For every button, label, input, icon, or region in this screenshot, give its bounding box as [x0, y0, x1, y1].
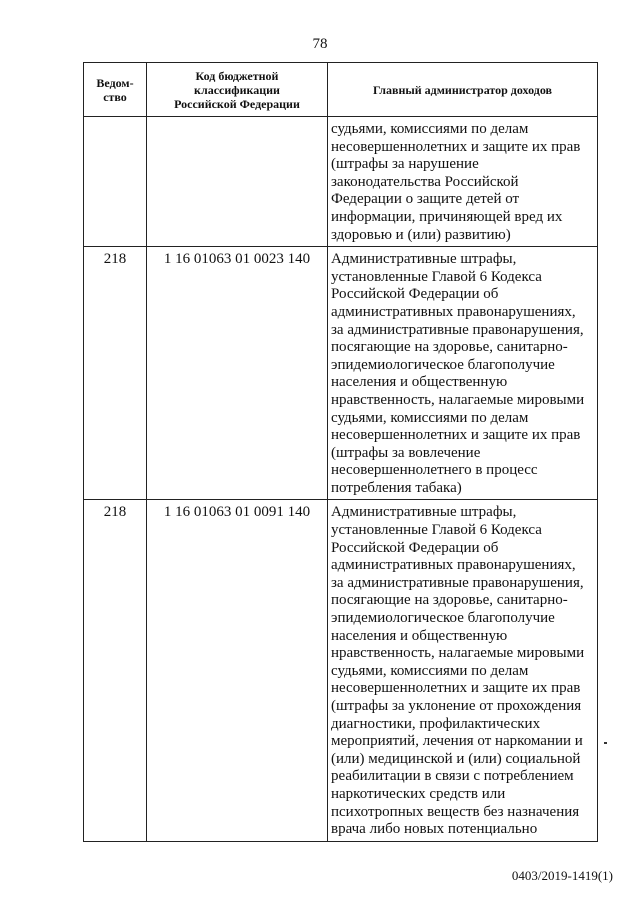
- description-line: населения и общественную: [331, 627, 508, 644]
- header-administrator: [328, 63, 598, 117]
- description-line: законодательства Российской: [331, 173, 519, 190]
- department-cell: 218: [84, 247, 147, 500]
- description-line: мероприятий, лечения от наркомании и: [331, 733, 583, 750]
- description-line: несовершеннолетних и защите их прав: [331, 138, 581, 155]
- description-line: нравственность, налагаемые мировыми: [331, 645, 585, 662]
- description-line: посягающие на здоровье, санитарно-: [331, 339, 568, 356]
- header-line: Главный администратор доходов: [372, 82, 553, 97]
- budget-code-cell: 1 16 01063 01 0023 140: [147, 247, 328, 500]
- table-row: [84, 247, 598, 500]
- description-line: несовершеннолетних и защите их прав: [331, 427, 581, 444]
- description-cell: [328, 117, 598, 247]
- description-line: установленные Главой 6 Кодекса: [331, 268, 542, 285]
- description-line: реабилитации в связи с потреблением: [331, 768, 574, 785]
- description-line: (штрафы за уклонение от прохождения: [331, 698, 582, 714]
- description-line: (штрафы за нарушение: [331, 156, 479, 173]
- header-line: классификации: [194, 82, 280, 97]
- description-line: эпидемиологическое благополучие: [331, 356, 555, 373]
- header-line: ство: [103, 89, 127, 104]
- description-line: населения и общественную: [331, 374, 508, 391]
- description-line: несовершеннолетних и защите их прав: [331, 680, 581, 697]
- scan-speck: [604, 742, 607, 744]
- description-line: административных правонарушениях,: [331, 303, 576, 320]
- description-line: за административные правонарушения,: [331, 321, 584, 338]
- revenue-table: [83, 62, 598, 842]
- page-number: 78: [312, 36, 328, 52]
- description-line: нравственность, налагаемые мировыми: [331, 391, 585, 408]
- description-line: посягающие на здоровье, санитарно-: [331, 592, 568, 609]
- header-department: [84, 63, 147, 117]
- description-line: здоровью и (или) развитию): [331, 226, 511, 243]
- description-line: Российской Федерации об: [331, 539, 499, 556]
- description-line: судьями, комиссиями по делам: [331, 409, 529, 426]
- budget-code-cell: [147, 117, 328, 247]
- description-line: психотропных веществ без назначения: [331, 803, 580, 820]
- header-line: Российской Федерации: [174, 96, 300, 111]
- document-code: 0403/2019-1419(1): [511, 868, 613, 883]
- description-line: административных правонарушениях,: [331, 557, 576, 574]
- header-budget-code: [147, 63, 328, 117]
- table-row: [84, 500, 598, 841]
- description-line: Российской Федерации об: [331, 286, 499, 303]
- description-line: диагностики, профилактических: [331, 715, 541, 732]
- description-line: судьями, комиссиями по делам: [331, 662, 529, 679]
- description-line: (или) медицинской и (или) социальной: [331, 750, 581, 767]
- description-line: (штрафы за вовлечение: [331, 444, 481, 461]
- table-header-row: [84, 63, 598, 117]
- description-line: Федерации о защите детей от: [331, 191, 520, 208]
- description-cell: [328, 247, 598, 500]
- description-line: Административные штрафы,: [331, 251, 517, 268]
- table-row: [84, 117, 598, 247]
- header-line: Код бюджетной: [195, 68, 279, 83]
- budget-code-cell: 1 16 01063 01 0091 140: [147, 500, 328, 841]
- department-cell: 218: [84, 500, 147, 841]
- description-line: наркотических средств или: [331, 785, 506, 802]
- header-line: Ведом-: [96, 75, 134, 90]
- description-line: за административные правонарушения,: [331, 574, 584, 591]
- description-cell: [328, 500, 598, 841]
- description-line: установленные Главой 6 Кодекса: [331, 522, 542, 539]
- description-line: информации, причиняющей вред их: [331, 208, 563, 225]
- department-cell: [84, 117, 147, 247]
- description-line: несовершеннолетнего в процесс: [331, 462, 538, 479]
- description-line: врача либо новых потенциально: [331, 821, 538, 838]
- description-line: потребления табака): [331, 479, 462, 496]
- description-line: Административные штрафы,: [331, 504, 517, 521]
- description-line: судьями, комиссиями по делам: [331, 121, 529, 137]
- description-line: эпидемиологическое благополучие: [331, 610, 555, 627]
